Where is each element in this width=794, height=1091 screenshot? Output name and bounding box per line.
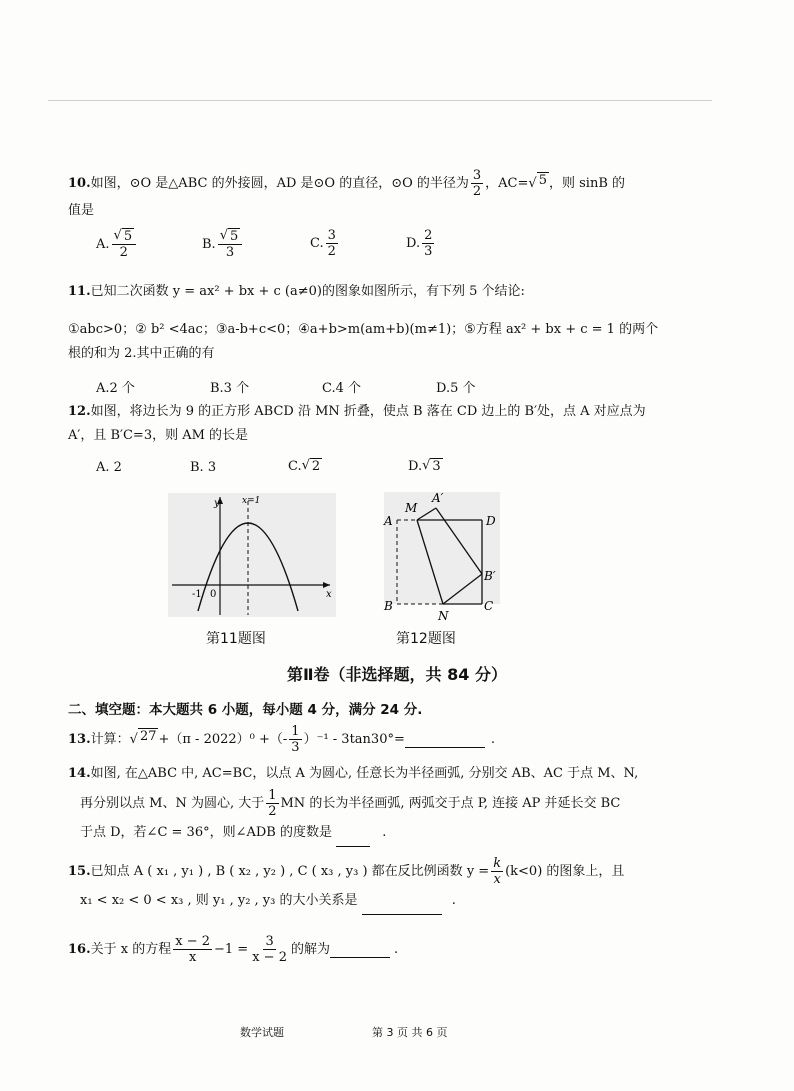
sqrt-expression: √ 5: [528, 172, 547, 191]
option-c: C. √ 2: [288, 458, 321, 474]
figure-11-parabola: [168, 493, 336, 617]
question-11-statements: ①abc>0；② b² <4ac；③a-b+c<0；④a+b>m(am+b)(m≠1)；⑤方程 ax² + bx + c = 1 的两个 根的和为 2.其中正确的有: [68, 322, 659, 361]
figure-11-caption: 第11题图: [206, 631, 266, 647]
footer-subject: 数学试题: [240, 1026, 284, 1039]
option-d: D.5 个: [436, 381, 476, 396]
question-11: 11.已知二次函数 y = ax² + bx + c (a≠0)的图象如图所示，有下列 5 个结论:: [68, 284, 525, 299]
question-16: 16. 关于 x 的方程 $\frac{x - 2}{x}$ −1 = $\frac{3}{x - 2}$ 的解为 .: [68, 934, 399, 965]
figure-12-caption: 第12题图: [396, 631, 456, 647]
tick-label-neg1: -1: [192, 589, 202, 600]
header-rule: [48, 100, 712, 101]
point-m-label: M: [405, 501, 418, 515]
y-axis-label: y: [214, 498, 220, 509]
point-b-prime-label: B′: [484, 569, 496, 583]
question-14: 14.如图, 在△ABC 中, AC=BC，以点 A 为圆心, 任意长为半径画弧, 分别交 AB、AC 于点 M、N, 再分别以点 M、N 为圆心, 大于 $\frac{1}{2}$ MN 的长为半径画弧, 两弧交于点 P, 连接 AP 并延长交 BC 于点 D，若∠C = 36°，则∠ADB 的度数是 .: [68, 760, 708, 847]
section-heading: 二、填空题：本大题共 6 小题，每小题 4 分，满分 24 分.: [68, 702, 423, 718]
figure-12-square-fold: [380, 488, 504, 622]
answer-blank[interactable]: [330, 941, 390, 958]
option-a: A. √ 5 2: [96, 228, 138, 260]
question-12: 12.如图，将边长为 9 的正方形 ABCD 沿 MN 折叠，使点 B 落在 CD 边上的 B′处，点 A 对应点为 A′，且 B′C=3，则 AM 的长是: [68, 404, 646, 443]
footer-page-number: 第 3 页 共 6 页: [372, 1026, 448, 1039]
sqrt-expression: √ 27: [129, 728, 157, 747]
origin-label: 0: [210, 589, 217, 600]
answer-blank[interactable]: [336, 830, 370, 847]
question-number: 10.: [68, 175, 91, 191]
option-a: A. 2: [96, 460, 122, 475]
answer-blank[interactable]: [362, 898, 442, 915]
option-b: B. √ 5 3: [202, 228, 244, 260]
option-d: D. √ 3: [408, 458, 441, 474]
option-a: A.2 个: [96, 381, 135, 396]
point-a-label: A: [384, 514, 393, 528]
option-b: B.3 个: [210, 381, 250, 396]
option-c: C.4 个: [322, 381, 362, 396]
symmetry-axis-label: x=1: [242, 496, 261, 506]
point-d-label: D: [486, 514, 496, 528]
point-b-label: B: [384, 599, 393, 613]
question-13: 13. 计算： √ 27 +（π - 2022）⁰ +（- $\frac{1}{3}$ ）⁻¹ - 3tan30°= .: [68, 724, 496, 755]
option-d: D. $\frac{2}{3}$: [406, 228, 433, 259]
point-a-prime-label: A′: [432, 491, 444, 505]
question-10: 10. 如图，⊙O 是△ABC 的外接圆，AD 是⊙O 的直径，⊙O 的半径为 $\frac{3}{2}$ ，AC= √ 5 ，则 sinB 的 值是: [68, 168, 708, 223]
point-n-label: N: [438, 609, 449, 622]
option-c: C. $\frac{3}{2}$: [310, 228, 336, 259]
answer-blank[interactable]: [405, 731, 485, 748]
section-title: 第Ⅱ卷（非选择题，共 84 分）: [287, 665, 507, 684]
question-15: 15. 已知点 A ( x₁ , y₁ ) , B ( x₂ , y₂ ) , C ( x₃ , y₃ ) 都在反比例函数 y = $\frac{k}{x}$ (k<0) 的图象上，且 x₁ < x₂ < 0 < x₃ , 则 y₁ , y₂ , y₃ 的大小关系是 .: [68, 856, 708, 915]
question-text-line2: 值是: [68, 203, 95, 218]
option-b: B. 3: [190, 460, 217, 475]
question-text: 如图，⊙O 是△ABC 的外接圆，AD 是⊙O 的直径，⊙O 的半径为: [90, 175, 469, 191]
x-axis-label: x: [326, 589, 332, 600]
point-c-label: C: [484, 599, 494, 613]
radius-fraction: $\frac{3}{2}$: [472, 168, 482, 199]
